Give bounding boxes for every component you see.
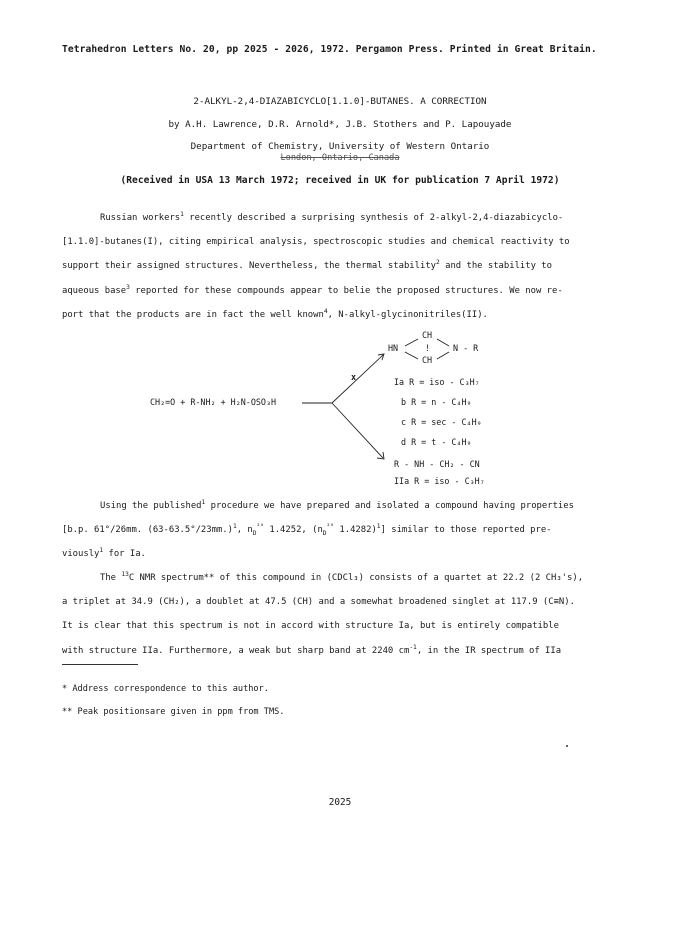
text-line: port that the products are in fact the well known$^4$, N-alkyl-glycinonitriles(II). xyxy=(62,307,488,320)
exponent: -1 xyxy=(409,643,417,651)
author-list: by A.H. Lawrence, D.R. Arnold*, J.B. Stothers and P. Lapouyade xyxy=(168,119,512,130)
ref-marker: 1 xyxy=(99,547,104,555)
ring-right-nr: N - R xyxy=(453,343,479,353)
compound-IIa: IIa R = iso - C₃H₇ xyxy=(394,476,485,486)
isotope-mark: 13 xyxy=(121,571,129,579)
text-line: with structure IIa. Furthermore, a weak but sharp band at 2240 $cm^{-1}$, in the IR spectrum of IIa xyxy=(62,643,562,656)
paragraph-preparation xyxy=(62,494,622,567)
article-title: 2-ALKYL-2,4-DIAZABICYCLO[1.1.0]-BUTANES. A CORRECTION xyxy=(193,96,487,107)
ref-marker: 4 xyxy=(323,307,328,315)
ref-marker: 1 xyxy=(180,211,184,219)
ref-marker: 1 xyxy=(232,523,237,531)
arrow-to-bicyclobutane xyxy=(332,355,383,403)
ring-bond-lower-left xyxy=(405,352,418,359)
text-line: aqueous base$^3$ reported for these compounds appear to belie the proposed structures. We now re- xyxy=(62,283,563,296)
ref-marker: 1 xyxy=(376,523,381,531)
ring-bond-upper-right xyxy=(437,339,449,346)
text-line: support their assigned structures. Nevertheless, the thermal stability$^2$ and the stability to xyxy=(62,259,552,272)
reactants: CH₂=O + R-NH₂ + H₂N-OSO₃H xyxy=(150,397,277,407)
footnote-rule xyxy=(62,664,138,665)
text-line: It is clear that this spectrum is not in accord with structure Ia, but is entirely compatible xyxy=(62,621,559,632)
text-line: viously$^1$ for Ia. xyxy=(62,547,146,560)
ref-marker: 1 xyxy=(201,499,206,507)
ref-marker: 3 xyxy=(126,283,130,291)
affiliation-department: Department of Chemistry, University of Western Ontario xyxy=(190,141,490,152)
text-line: The $^{13}$C NMR spectrum** of this compound in (CDCl₃) consists of a quartet at 22.2 (2 CH₃'s), xyxy=(100,571,584,583)
cross-mark: x xyxy=(351,372,357,382)
compound-Id: d R = t - C₄H₉ xyxy=(401,437,472,447)
ref-marker: 2 xyxy=(436,259,440,267)
affiliation-city: London, Ontario, Canada xyxy=(280,153,400,163)
paragraph-nmr xyxy=(62,566,622,663)
journal-header: Tetrahedron Letters No. 20, pp 2025 - 2026, 1972. Pergamon Press. Printed in Great Britain. xyxy=(62,44,597,55)
text-line: [b.p. 61°/26mm. $(63-63.5^\circ/23mm.)^1$, $n_D^{^{20}}$ 1.4252, ($n_D^{^{20}}$ 1.4282)$^1$] similar to those reported pre- xyxy=(62,523,552,537)
ring-central-bond: ! xyxy=(425,343,431,353)
ring-bottom-ch: CH xyxy=(421,355,433,365)
page-number: 2025 xyxy=(328,797,352,808)
text-line: [1.1.0]-butanes(I), citing empirical analysis, spectroscopic studies and chemical reactivity to xyxy=(62,237,570,248)
text-line: Using the published$^1$ procedure we have prepared and isolated a compound having properties xyxy=(100,499,574,511)
ring-top-ch: CH xyxy=(421,330,433,340)
ring-bond-lower-right xyxy=(437,352,449,359)
footnote-correspondence: * Address correspondence to this author. xyxy=(62,684,269,694)
compound-Ia: Ia R = iso - C₃H₇ xyxy=(394,377,480,387)
received-dates: (Received in USA 13 March 1972; received in UK for publication 7 April 1972) xyxy=(120,175,560,186)
ring-left-nh: HN xyxy=(388,343,399,353)
arrow-to-glycinonitrile xyxy=(332,403,383,458)
text-line: a triplet at 34.9 (CH₂), a doublet at 47.5 (CH) and a somewhat broadened singlet at 117.9 (C≡N). xyxy=(62,597,575,608)
speck xyxy=(566,745,568,747)
ring-bond-upper-left xyxy=(405,339,418,346)
footnote-peak-positions: ** Peak positionsare given in ppm from TMS. xyxy=(62,707,285,717)
text-line: Russian workers$^1$ recently described a surprising synthesis of 2-alkyl-2,4-diazabicyclo- xyxy=(100,211,564,223)
product-II: R - NH - CH₂ - CN xyxy=(394,459,480,469)
compound-Ib: b R = n - C₄H₉ xyxy=(401,397,472,407)
compound-Ic: c R = sec - C₄H₉ xyxy=(401,417,482,427)
